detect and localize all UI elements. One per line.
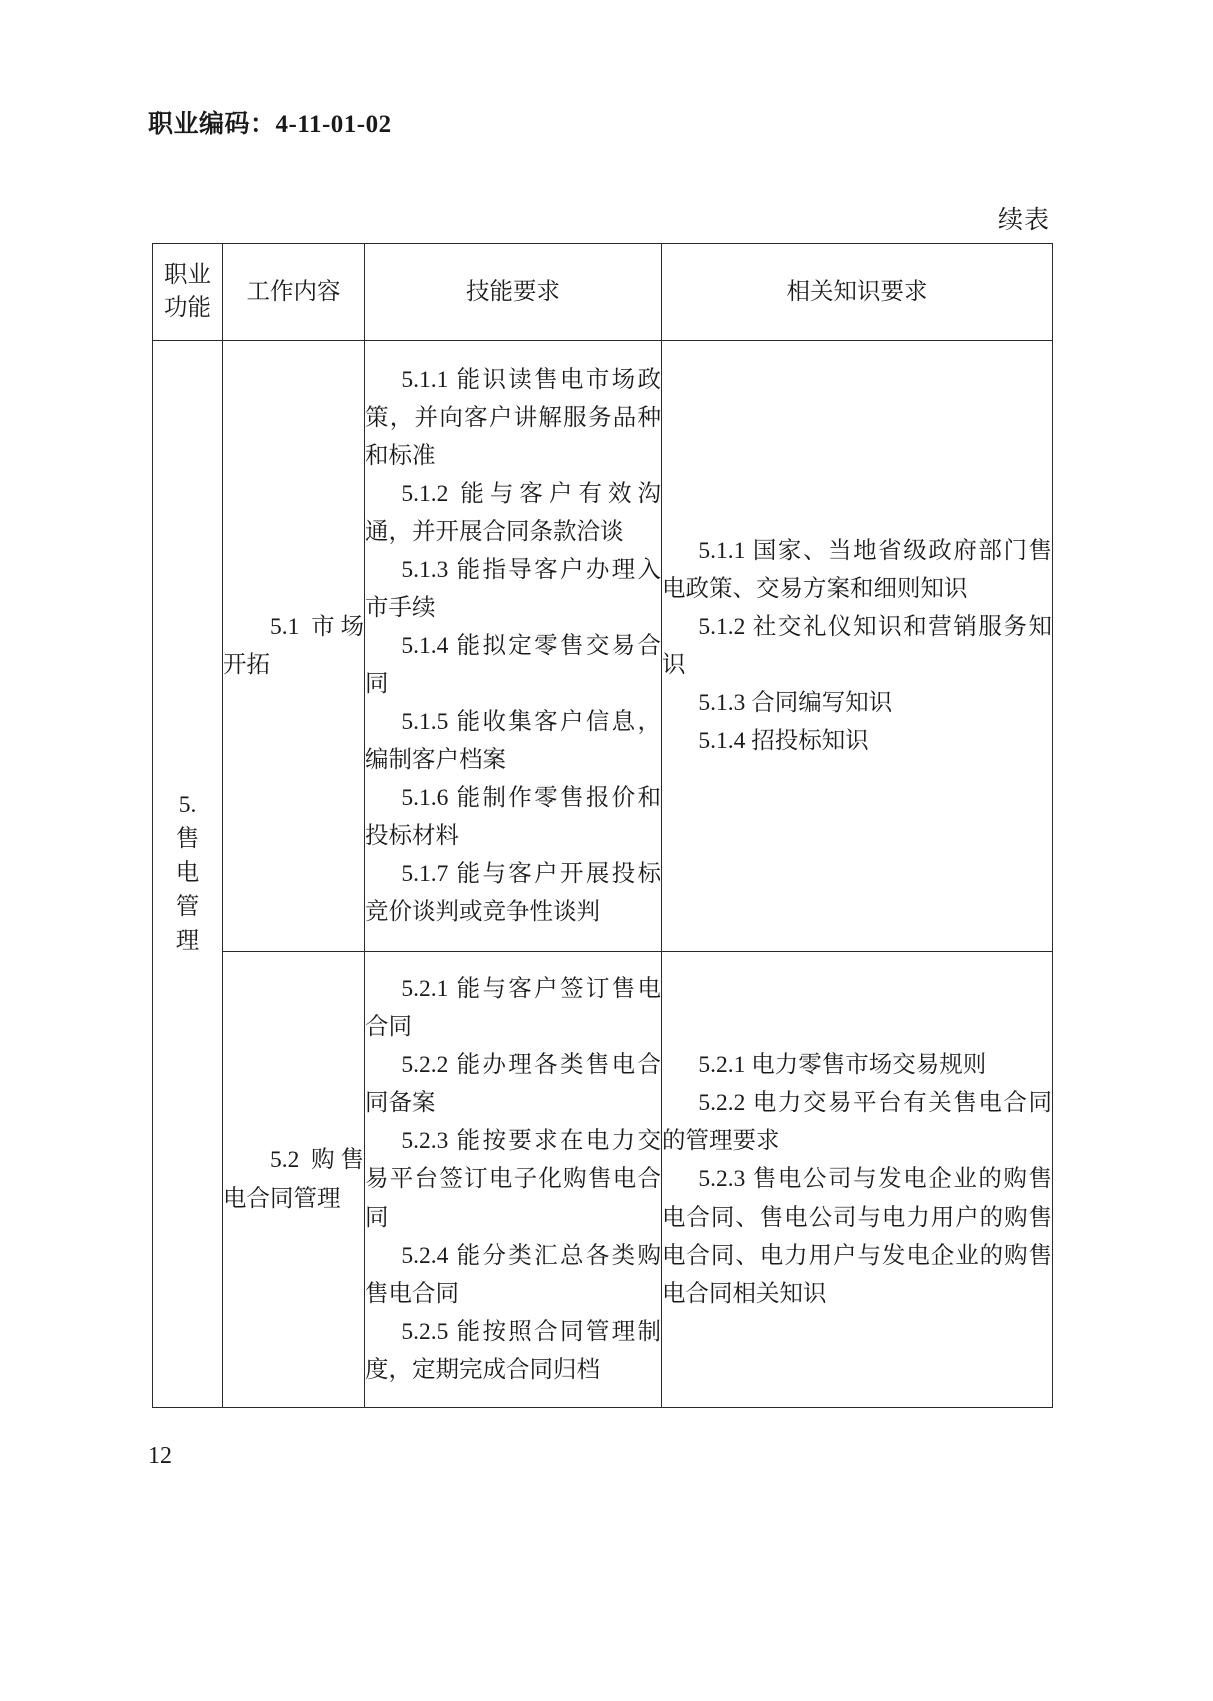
knowledge-item: 5.2.2 电力交易平台有关售电合同的管理要求 bbox=[662, 1090, 1052, 1155]
header-occupational-function-line1: 职业 bbox=[164, 261, 211, 288]
knowledge-item: 5.1.4 招投标知识 bbox=[698, 728, 869, 755]
skill-item: 5.1.2 能与客户有效沟通，并开展合同条款洽谈 bbox=[365, 480, 661, 545]
header-knowledge-requirements: 相关知识要求 bbox=[662, 244, 1053, 341]
knowledge-item: 5.1.2 社交礼仪知识和营销服务知识 bbox=[662, 613, 1052, 678]
knowledge-item: 5.2.3 售电公司与发电企业的购售电合同、售电公司与电力用户的购售电合同、电力用户与发电企业的购售电合同相关知识 bbox=[662, 1166, 1052, 1307]
knowledge-requirements-cell bbox=[662, 341, 1053, 952]
function-char-2: 电 bbox=[175, 859, 200, 886]
function-cell-vertical-text bbox=[176, 788, 200, 958]
skill-item: 5.1.5 能收集客户信息，编制客户档案 bbox=[365, 709, 661, 774]
function-char-3: 管 bbox=[175, 894, 200, 921]
skill-item: 5.1.4 能拟定零售交易合同 bbox=[365, 632, 661, 698]
skill-item: 5.1.7 能与客户开展投标竞价谈判或竞争性谈判 bbox=[365, 861, 661, 926]
skill-item: 5.2.1 能与客户签订售电合同 bbox=[365, 976, 661, 1041]
skill-item: 5.2.2 能办理各类售电合同备案 bbox=[365, 1052, 661, 1117]
table-header-row bbox=[153, 244, 1053, 341]
skill-item: 5.1.1 能识读售电市场政策，并向客户讲解服务品种和标准 bbox=[365, 366, 661, 469]
knowledge-item: 5.2.1 电力零售市场交易规则 bbox=[698, 1052, 987, 1079]
skill-item: 5.2.5 能按照合同管理制度，定期完成合同归档 bbox=[365, 1318, 661, 1383]
function-cell-power-sales-management bbox=[153, 341, 223, 1408]
continued-table-label: 续表 bbox=[997, 207, 1050, 234]
knowledge-requirements-cell bbox=[662, 952, 1053, 1408]
occupational-standards-table bbox=[152, 243, 1053, 1408]
table-row bbox=[153, 952, 1053, 1408]
skill-item: 5.2.4 能分类汇总各类购售电合同 bbox=[365, 1242, 661, 1307]
knowledge-item: 5.1.1 国家、当地省级政府部门售电政策、交易方案和细则知识 bbox=[662, 537, 1052, 602]
occupation-code: 职业编码：4-11-01-02 bbox=[148, 111, 392, 138]
page-number: 12 bbox=[148, 1443, 172, 1469]
skill-item: 5.2.3 能按要求在电力交易平台签订电子化购售电合同 bbox=[365, 1128, 661, 1231]
work-content-text: 5.2 购售电合同管理 bbox=[223, 1147, 364, 1212]
function-char-4: 理 bbox=[175, 928, 200, 955]
header-occupational-function bbox=[153, 244, 223, 341]
work-content-cell bbox=[223, 341, 365, 952]
skill-item: 5.1.3 能指导客户办理入市手续 bbox=[365, 556, 661, 621]
knowledge-item: 5.1.3 合同编写知识 bbox=[698, 690, 893, 717]
header-work-content: 工作内容 bbox=[223, 244, 365, 341]
function-number: 5. bbox=[178, 791, 197, 818]
table-row bbox=[153, 341, 1053, 952]
work-content-cell bbox=[223, 952, 365, 1408]
skill-requirements-cell bbox=[365, 341, 662, 952]
header-skill-requirements: 技能要求 bbox=[365, 244, 662, 341]
skill-requirements-cell bbox=[365, 952, 662, 1408]
function-char-1: 售 bbox=[175, 825, 200, 852]
work-content-text: 5.1 市场开拓 bbox=[223, 613, 364, 678]
header-occupational-function-line2: 功能 bbox=[164, 295, 211, 321]
skill-item: 5.1.6 能制作零售报价和投标材料 bbox=[365, 785, 661, 850]
